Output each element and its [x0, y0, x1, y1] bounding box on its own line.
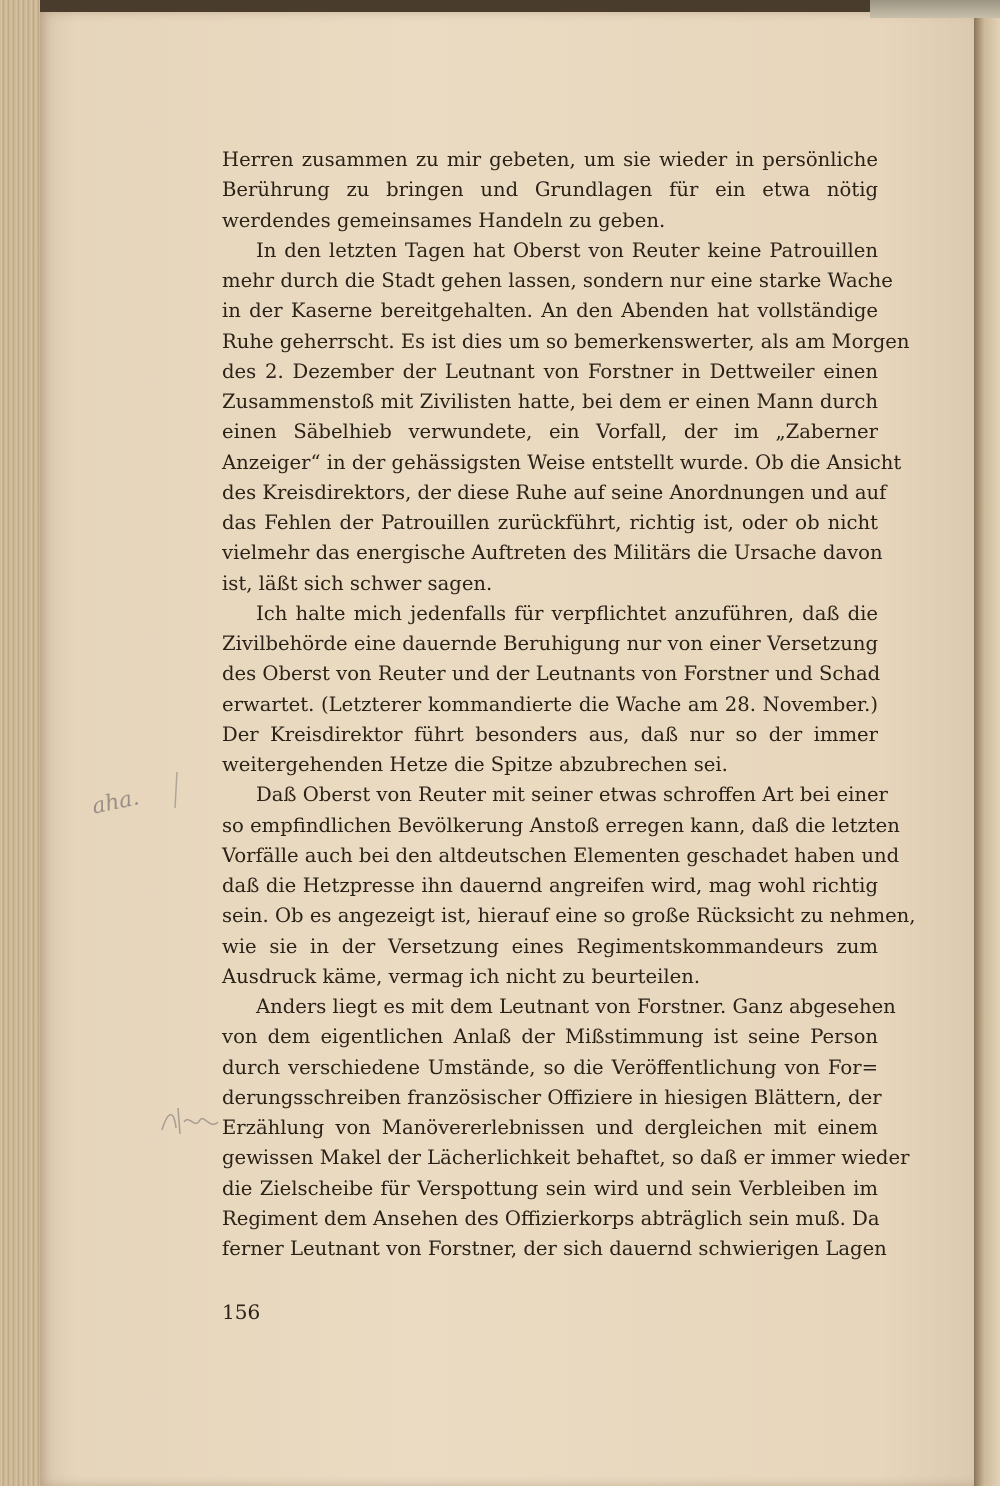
text-line: die Zielscheibe für Verspottung sein wird und sein Verbleiben im: [222, 1176, 878, 1200]
text-line: Zivilbehörde eine dauernde Beruhigung nur von einer Versetzung: [222, 632, 878, 655]
text-line: Ich halte mich jedenfalls für verpflichtet anzuführen, daß die: [256, 601, 878, 625]
text-line: einen Säbelhieb verwundete, ein Vorfall, der im „Zaberner: [222, 420, 878, 444]
text-line: Vorfälle auch bei den altdeutschen Elementen geschadet haben und: [222, 843, 900, 867]
body-text: [222, 145, 916, 1264]
text-line: derungsschreiben französischer Offiziere in hiesigen Blättern, der: [222, 1085, 882, 1109]
text-line: mehr durch die Stadt gehen lassen, sondern nur eine starke Wache: [222, 269, 893, 292]
text-line: gewissen Makel der Lächerlichkeit behaftet, so daß er immer wieder: [222, 1146, 910, 1170]
text-line: Ruhe geherrscht. Es ist dies um so bemerkenswerter, als am Morgen: [222, 329, 910, 353]
text-line: in der Kaserne bereitgehalten. An den Abenden hat vollständige: [222, 299, 878, 323]
page-stack-edge: [0, 0, 40, 1486]
text-line: des Oberst von Reuter und der Leutnants von Forstner und Schad: [222, 662, 881, 686]
text-line: ferner Leutnant von Forstner, der sich dauernd schwierigen Lagen: [222, 1237, 887, 1260]
margin-note-handwritten: aha.: [89, 785, 142, 820]
text-line: Ausdruck käme, vermag ich nicht zu beurteilen.: [222, 964, 701, 988]
text-line: Daß Oberst von Reuter mit seiner etwas schroffen Art bei einer: [256, 783, 888, 807]
text-line: so empfindlichen Bevölkerung Anstoß erregen kann, daß die letzten: [222, 813, 900, 837]
text-line: werdendes gemeinsames Handeln zu geben.: [222, 208, 666, 232]
text-line: weitergehenden Hetze die Spitze abzubrechen sei.: [222, 753, 728, 776]
text-line: ist, läßt sich schwer sagen.: [222, 571, 493, 595]
text-line: durch verschiedene Umstände, so die Veröffentlichung von For=: [222, 1055, 878, 1079]
right-page-edge: [974, 0, 1000, 1486]
top-page-edge: [870, 0, 1000, 18]
text-line: daß die Hetzpresse ihn dauernd angreifen wird, mag wohl richtig: [222, 874, 878, 897]
text-line: In den letzten Tagen hat Oberst von Reuter keine Patrouillen: [256, 238, 878, 262]
text-line: sein. Ob es angezeigt ist, hierauf eine so große Rücksicht zu nehmen,: [222, 904, 916, 928]
text-line: Der Kreisdirektor führt besonders aus, daß nur so der immer: [222, 722, 878, 746]
page-number: 156: [222, 1300, 261, 1324]
text-line: wie sie in der Versetzung eines Regimentskommandeurs zum: [222, 934, 878, 958]
text-line: des 2. Dezember der Leutnant von Forstner in Dettweiler einen: [222, 359, 878, 383]
text-line: das Fehlen der Patrouillen zurückführt, richtig ist, oder ob nicht: [222, 511, 878, 534]
text-line: Berührung zu bringen und Grundlagen für ein etwa nötig: [222, 178, 878, 202]
text-line: Zusammenstoß mit Zivilisten hatte, bei dem er einen Mann durch: [222, 390, 878, 413]
text-line: Herren zusammen zu mir gebeten, um sie wieder in persönliche: [222, 148, 878, 171]
text-line: vielmehr das energische Auftreten des Militärs die Ursache davon: [222, 541, 883, 565]
text-line: des Kreisdirektors, der diese Ruhe auf seine Anordnungen und auf: [222, 480, 887, 504]
text-line: Anders liegt es mit dem Leutnant von Forstner. Ganz abgesehen: [256, 995, 896, 1018]
text-line: Regiment dem Ansehen des Offizierkorps abträglich sein muß. Da: [222, 1206, 880, 1230]
text-line: erwartet. (Letzterer kommandierte die Wache am 28. November.): [222, 692, 878, 716]
margin-scribble-icon: [160, 1100, 222, 1140]
margin-stroke-icon: [165, 770, 185, 810]
text-line: von dem eigentlichen Anlaß der Mißstimmung ist seine Person: [222, 1025, 878, 1049]
text-line: Anzeiger“ in der gehässigsten Weise entstellt wurde. Ob die Ansicht: [222, 450, 902, 474]
text-line: Erzählung von Manövererlebnissen und dergleichen mit einem: [222, 1116, 878, 1139]
